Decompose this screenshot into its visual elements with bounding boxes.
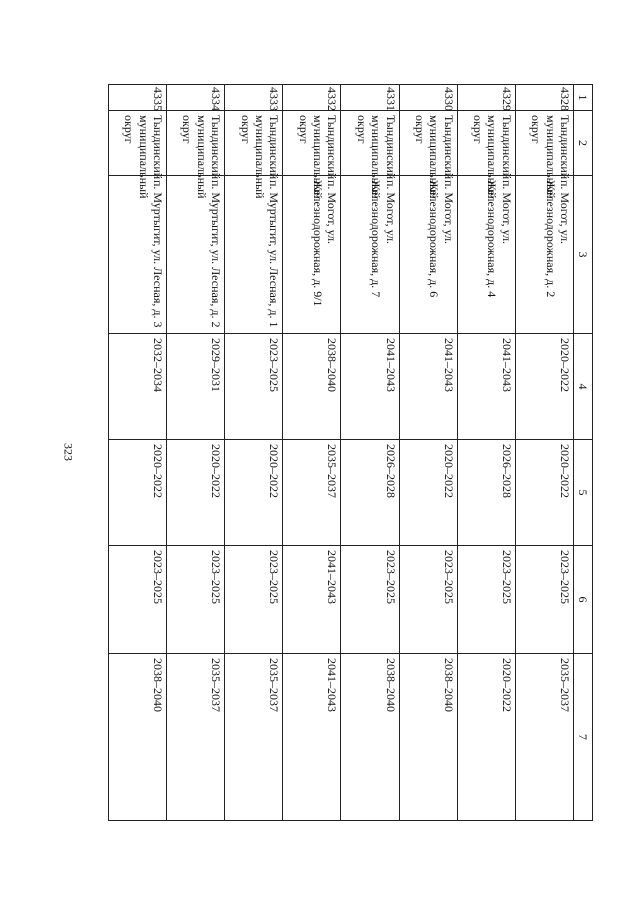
- row-number-cell: 4333: [225, 85, 283, 111]
- municipality-cell: Тындинский муниципальный округ: [457, 111, 515, 176]
- row-number-cell: 4328: [515, 85, 573, 111]
- period-cell-7: 2038–2040: [341, 654, 399, 821]
- table-row: [109, 85, 167, 821]
- column-header: 6: [574, 546, 593, 654]
- column-header: 2: [574, 111, 593, 176]
- address-cell: п. Муртыгит, ул. Лесная, д. 2: [167, 176, 225, 334]
- period-cell-7: 2038–2040: [109, 654, 167, 821]
- period-cell-4: 2041–2043: [341, 334, 399, 440]
- row-number-cell: 4332: [283, 85, 341, 111]
- period-cell-5: 2020–2022: [399, 440, 457, 546]
- period-cell-4: 2038–2040: [283, 334, 341, 440]
- municipality-cell: Тындинский муниципальный округ: [167, 111, 225, 176]
- municipality-cell: Тындинский муниципальный округ: [341, 111, 399, 176]
- period-cell-7: 2035–2037: [225, 654, 283, 821]
- column-header: 7: [574, 654, 593, 821]
- period-cell-5: 2026–2028: [457, 440, 515, 546]
- column-header: 5: [574, 440, 593, 546]
- period-cell-6: 2023–2025: [167, 546, 225, 654]
- period-cell-7: 2038–2040: [399, 654, 457, 821]
- column-header: 4: [574, 334, 593, 440]
- municipality-cell: Тындинский муниципальный округ: [283, 111, 341, 176]
- row-number-cell: 4334: [167, 85, 225, 111]
- row-number-cell: 4331: [341, 85, 399, 111]
- table-row: [283, 85, 341, 821]
- period-cell-6: 2023–2025: [399, 546, 457, 654]
- address-cell: п. Муртыгит, ул. Лесная, д. 3: [109, 176, 167, 334]
- column-header: 3: [574, 176, 593, 334]
- period-cell-6: 2023–2025: [225, 546, 283, 654]
- period-cell-5: 2020–2022: [167, 440, 225, 546]
- period-cell-4: 2032–2034: [109, 334, 167, 440]
- address-cell: п. Могот, ул. Железнодорожная, д. 7: [341, 176, 399, 334]
- period-cell-6: 2023–2025: [341, 546, 399, 654]
- period-cell-4: 2029–2031: [167, 334, 225, 440]
- column-header: 1: [574, 85, 593, 111]
- address-cell: п. Могот, ул. Железнодорожная, д. 4: [457, 176, 515, 334]
- period-cell-6: 2023–2025: [109, 546, 167, 654]
- table-row: [457, 85, 515, 821]
- row-number-cell: 4329: [457, 85, 515, 111]
- municipality-cell: Тындинский муниципальный округ: [515, 111, 573, 176]
- table-row: [225, 85, 283, 821]
- rotated-table-container: [108, 84, 593, 820]
- table-header-row: [574, 85, 593, 821]
- municipality-cell: Тындинский муниципальный округ: [225, 111, 283, 176]
- table-row: [341, 85, 399, 821]
- period-cell-6: 2041–2043: [283, 546, 341, 654]
- address-cell: п. Могот, ул. Железнодорожная, д. 2: [515, 176, 573, 334]
- table-row: [515, 85, 573, 821]
- period-cell-4: 2020–2022: [515, 334, 573, 440]
- address-cell: п. Могот, ул. Железнодорожная, д. 9/1: [283, 176, 341, 334]
- period-cell-7: 2020–2022: [457, 654, 515, 821]
- period-cell-4: 2041–2043: [457, 334, 515, 440]
- period-cell-5: 2026–2028: [341, 440, 399, 546]
- period-cell-5: 2035–2037: [283, 440, 341, 546]
- period-cell-7: 2041–2043: [283, 654, 341, 821]
- period-cell-5: 2020–2022: [515, 440, 573, 546]
- period-cell-4: 2023–2025: [225, 334, 283, 440]
- table-row: [167, 85, 225, 821]
- data-table: [108, 84, 593, 821]
- municipality-cell: Тындинский муниципальный округ: [109, 111, 167, 176]
- municipality-cell: Тындинский муниципальный округ: [399, 111, 457, 176]
- row-number-cell: 4330: [399, 85, 457, 111]
- table-row: [399, 85, 457, 821]
- period-cell-7: 2035–2037: [515, 654, 573, 821]
- period-cell-6: 2023–2025: [515, 546, 573, 654]
- address-cell: п. Могот, ул. Железнодорожная, д. 6: [399, 176, 457, 334]
- page-number: 323: [61, 443, 76, 461]
- period-cell-7: 2035–2037: [167, 654, 225, 821]
- period-cell-4: 2041–2043: [399, 334, 457, 440]
- address-cell: п. Муртыгит, ул. Лесная, д. 1: [225, 176, 283, 334]
- row-number-cell: 4335: [109, 85, 167, 111]
- period-cell-5: 2020–2022: [225, 440, 283, 546]
- period-cell-5: 2020–2022: [109, 440, 167, 546]
- period-cell-6: 2023–2025: [457, 546, 515, 654]
